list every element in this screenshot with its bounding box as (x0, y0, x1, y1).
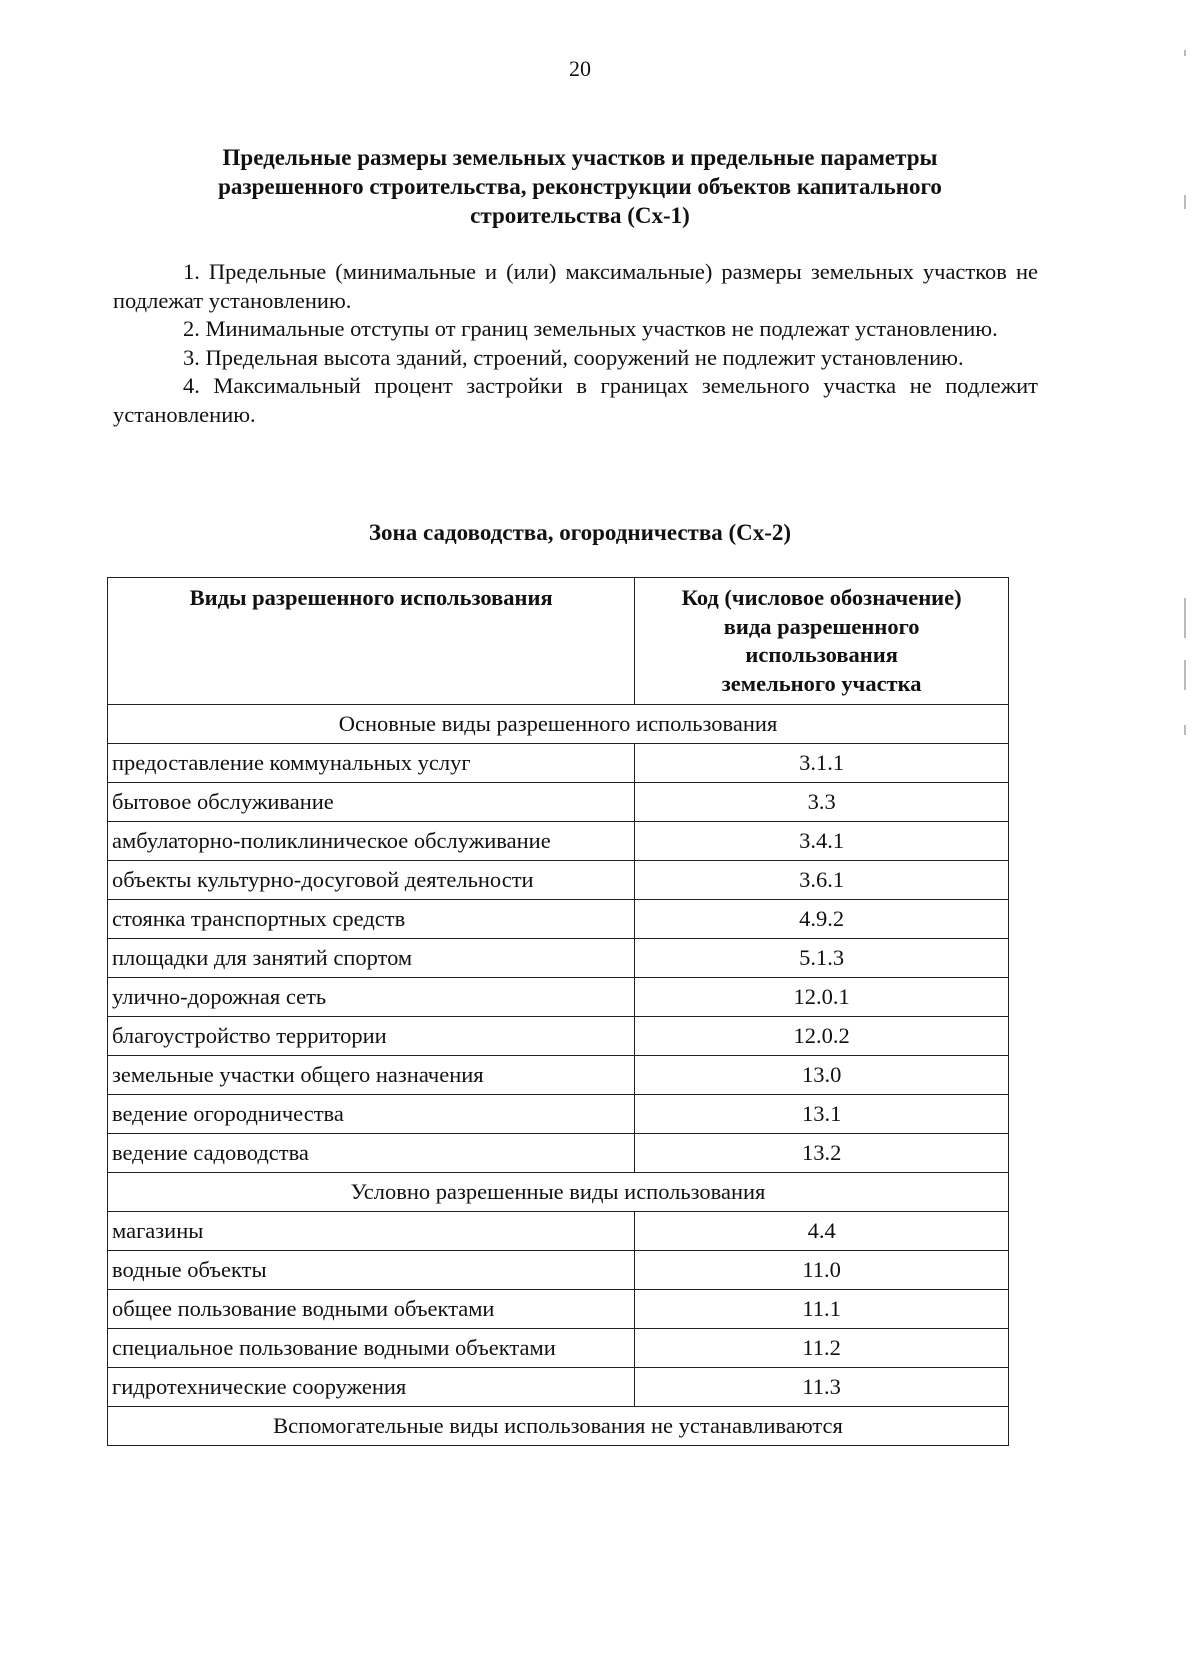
use-name-cell: объекты культурно-досуговой деятельности (108, 861, 635, 900)
zone-title: Зона садоводства, огородничества (Сх-2) (368, 520, 792, 545)
parameter-paragraph: 3. Предельная высота зданий, строений, сооружений не подлежит установлению. (183, 344, 964, 370)
table-row (108, 978, 1009, 1017)
use-code-cell: 12.0.1 (635, 978, 1009, 1017)
section-title-line: разрешенного строительства, реконструкции объектов капитального (218, 174, 942, 199)
table-row (108, 1134, 1009, 1173)
use-code-cell: 3.1.1 (635, 744, 1009, 783)
use-name-cell: ведение огородничества (108, 1095, 635, 1134)
permitted-uses-table (107, 577, 1009, 1446)
use-name-cell: улично-дорожная сеть (108, 978, 635, 1017)
scan-margin-mark (1184, 50, 1186, 56)
table-row (108, 744, 1009, 783)
scan-margin-mark (1184, 725, 1186, 735)
table-row (108, 1368, 1009, 1407)
use-name-cell: гидротехнические сооружения (108, 1368, 635, 1407)
section-title (150, 143, 1010, 230)
use-code-cell: 11.0 (635, 1251, 1009, 1290)
section-heading: Условно разрешенные виды использования (108, 1173, 1009, 1212)
use-code-cell: 12.0.2 (635, 1017, 1009, 1056)
section-title-line: Предельные размеры земельных участков и предельные параметры (222, 145, 938, 170)
table-row (108, 861, 1009, 900)
use-code-cell: 13.2 (635, 1134, 1009, 1173)
header-code-line: использования (745, 642, 898, 667)
table-body (108, 705, 1009, 1446)
use-name-cell: благоустройство территории (108, 1017, 635, 1056)
table-row (108, 1095, 1009, 1134)
use-name-cell: амбулаторно-поликлиническое обслуживание (108, 822, 635, 861)
table-row (108, 822, 1009, 861)
use-code-cell: 13.1 (635, 1095, 1009, 1134)
parameters-list (113, 258, 1038, 429)
section-row (108, 1173, 1009, 1212)
use-code-cell: 13.0 (635, 1056, 1009, 1095)
use-code-cell: 5.1.3 (635, 939, 1009, 978)
parameter-paragraph: 4. Максимальный процент застройки в границах земельного участка не подлежит установлению. (113, 373, 1038, 427)
section-heading: Вспомогательные виды использования не устанавливаются (108, 1407, 1009, 1446)
section-row (108, 705, 1009, 744)
table-row (108, 1251, 1009, 1290)
table-row (108, 1290, 1009, 1329)
table-row (108, 1329, 1009, 1368)
header-code (635, 578, 1009, 705)
use-name-cell: предоставление коммунальных услуг (108, 744, 635, 783)
use-code-cell: 11.1 (635, 1290, 1009, 1329)
scan-margin-mark (1184, 598, 1186, 638)
use-name-cell: специальное пользование водными объектами (108, 1329, 635, 1368)
table-row (108, 1212, 1009, 1251)
header-code-line: вида разрешенного (723, 613, 920, 639)
header-uses: Виды разрешенного использования (108, 578, 635, 705)
use-name-cell: ведение садоводства (108, 1134, 635, 1173)
use-code-cell: 3.3 (635, 783, 1009, 822)
section-heading: Основные виды разрешенного использования (108, 705, 1009, 744)
table-header-row (108, 578, 1009, 705)
use-code-cell: 4.4 (635, 1212, 1009, 1251)
section-title-line: строительства (Сх-1) (470, 203, 690, 228)
use-name-cell: площадки для занятий спортом (108, 939, 635, 978)
use-name-cell: общее пользование водными объектами (108, 1290, 635, 1329)
use-name-cell: стоянка транспортных средств (108, 900, 635, 939)
header-code-line: Код (числовое обозначение) (681, 585, 962, 610)
use-code-cell: 3.6.1 (635, 861, 1009, 900)
scan-margin-mark (1184, 660, 1186, 690)
use-name-cell: водные объекты (108, 1251, 635, 1290)
use-code-cell: 4.9.2 (635, 900, 1009, 939)
header-code-line: земельного участка (721, 670, 922, 696)
use-name-cell: бытовое обслуживание (108, 783, 635, 822)
table-row (108, 783, 1009, 822)
table-row (108, 1056, 1009, 1095)
use-name-cell: земельные участки общего назначения (108, 1056, 635, 1095)
use-code-cell: 3.4.1 (635, 822, 1009, 861)
parameter-paragraph: 2. Минимальные отступы от границ земельных участков не подлежат установлению. (183, 316, 998, 341)
page-number: 20 (569, 56, 591, 81)
section-row (108, 1407, 1009, 1446)
table-row (108, 939, 1009, 978)
table-row (108, 1017, 1009, 1056)
scan-margin-mark (1184, 195, 1186, 209)
table-row (108, 900, 1009, 939)
use-code-cell: 11.3 (635, 1368, 1009, 1407)
use-code-cell: 11.2 (635, 1329, 1009, 1368)
use-name-cell: магазины (108, 1212, 635, 1251)
parameter-paragraph: 1. Предельные (минимальные и (или) максимальные) размеры земельных участков не подлежат установлению. (113, 259, 1038, 313)
